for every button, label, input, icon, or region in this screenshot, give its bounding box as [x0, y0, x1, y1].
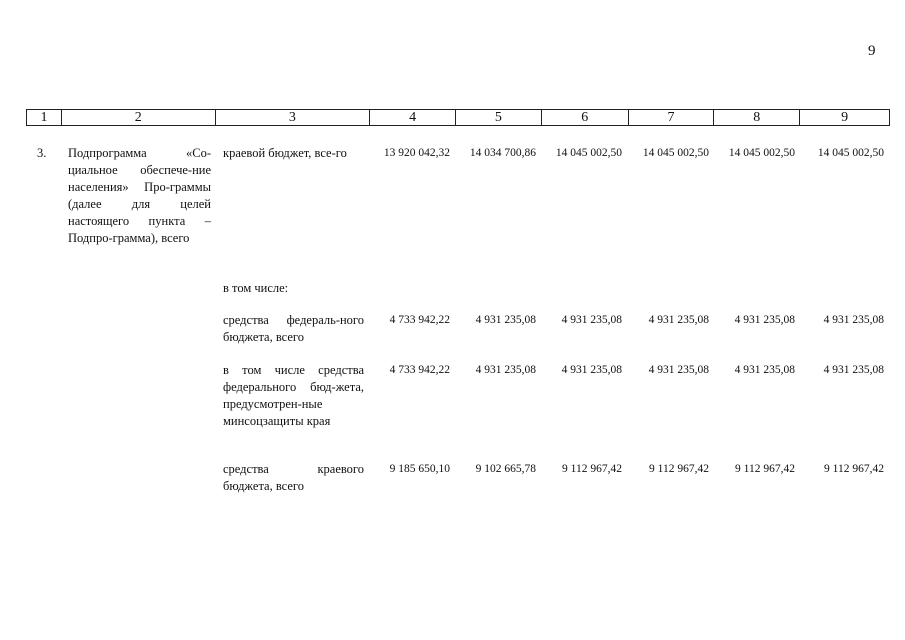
row-label: краевой бюджет, все-го: [223, 146, 347, 160]
value-cell: 4 733 942,22: [389, 314, 450, 326]
value-cell: 9 112 967,42: [562, 463, 622, 475]
table-header-row: [26, 109, 890, 126]
item-name: Подпрограмма «Со-циальное обеспече-ние населения» Про-граммы (далее для целей настоящего пункта – Подпро-грамма), всего: [68, 146, 211, 245]
value-cell: 4 931 235,08: [648, 314, 709, 326]
header-col-8: 8: [714, 110, 800, 125]
header-col-4: 4: [370, 110, 456, 125]
value-cell: 14 034 700,86: [469, 147, 536, 159]
header-col-2: 2: [62, 110, 216, 125]
header-col-9: 9: [841, 110, 849, 125]
value-cell: 4 931 235,08: [823, 364, 884, 376]
value-cell: 4 931 235,08: [648, 364, 709, 376]
value-cell: 4 931 235,08: [734, 364, 795, 376]
header-col-7: 7: [629, 110, 715, 125]
row-label: в том числе средства федерального бюд-жета, предусмотрен-ные минсоцзащиты края: [223, 363, 364, 428]
item-number: 3.: [37, 146, 47, 160]
value-cell: 9 112 967,42: [735, 463, 795, 475]
value-cell: 14 045 002,50: [555, 147, 622, 159]
value-cell: 4 931 235,08: [561, 314, 622, 326]
value-cell: 14 045 002,50: [817, 147, 884, 159]
row-label: в том числе:: [223, 281, 289, 295]
value-cell: 4 931 235,08: [734, 314, 795, 326]
value-cell: 14 045 002,50: [728, 147, 795, 159]
header-col-5: 5: [456, 110, 542, 125]
value-cell: 14 045 002,50: [642, 147, 709, 159]
header-col-6: 6: [542, 110, 629, 125]
value-cell: 9 102 665,78: [475, 463, 536, 475]
value-cell: 4 733 942,22: [389, 364, 450, 376]
value-cell: 13 920 042,32: [383, 147, 450, 159]
value-cell: 4 931 235,08: [561, 364, 622, 376]
value-cell: 4 931 235,08: [823, 314, 884, 326]
header-col-3: 3: [216, 110, 371, 125]
header-col-1: 1: [27, 110, 62, 125]
row-label: средства федераль-ного бюджета, всего: [223, 313, 364, 344]
value-cell: 9 112 967,42: [649, 463, 709, 475]
row-label: средства краевого бюджета, всего: [223, 462, 364, 493]
page-number: 9: [868, 43, 876, 59]
value-cell: 9 185 650,10: [389, 463, 450, 475]
value-cell: 9 112 967,42: [824, 463, 884, 475]
value-cell: 4 931 235,08: [475, 364, 536, 376]
value-cell: 4 931 235,08: [475, 314, 536, 326]
